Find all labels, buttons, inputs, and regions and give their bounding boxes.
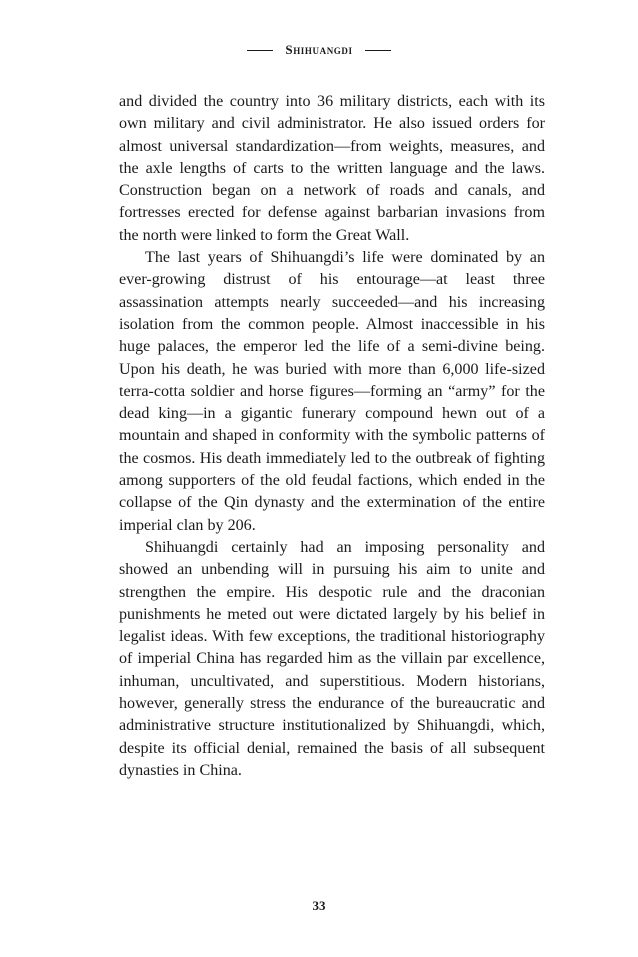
page-number: 33: [312, 898, 326, 913]
body-text: [119, 91, 545, 782]
paragraph-3: Shihuangdi certainly had an imposing personality and showed an unbending will in pursuing his aim to unite and strengthen the empire. His despotic rule and the draconian punishments he meted out were dictated largely by his belief in legalist ideas. With few exceptions, the traditional historiography of imperial China has regarded him as the villain par excellence, inhuman, uncultivated, and superstitious. Modern historians, however, generally stress the endurance of the bureaucratic and administrative structure institutionalized by Shihuangdi, which, despite its official denial, remained the basis of all subsequent dynasties in China.: [119, 538, 545, 779]
left-ornament-rule: [247, 50, 273, 51]
right-ornament-rule: [365, 50, 391, 51]
running-title: Shihuangdi: [285, 42, 353, 57]
paragraph-1: and divided the country into 36 military districts, each with its own military and civil administrator. He also issued orders for almost universal standardization—from weights, measures, and the axle lengths of carts to the written language and the laws. Construction began on a network of roads and canals, and fortresses erected for defense against barbarian invasions from the north were linked to form the Great Wall.: [119, 93, 545, 244]
running-head: [0, 40, 638, 60]
paragraph-2: The last years of Shihuangdi’s life were dominated by an ever-growing distrust of his entourage—at least three assassination attempts nearly succeeded—and his increasing isolation from the common people. Almost inaccessible in his huge palaces, the emperor led the life of a semi-divine being. Upon his death, he was buried with more than 6,000 life-sized terra-cotta soldier and horse figures—forming an “army” for the dead king—in a gigantic funerary compound hewn out of a mountain and shaped in conformity with the symbolic patterns of the cosmos. His death immediately led to the outbreak of fighting among supporters of the old feudal factions, which ended in the collapse of the Qin dynasty and the extermination of the entire imperial clan by 206.: [119, 249, 545, 534]
